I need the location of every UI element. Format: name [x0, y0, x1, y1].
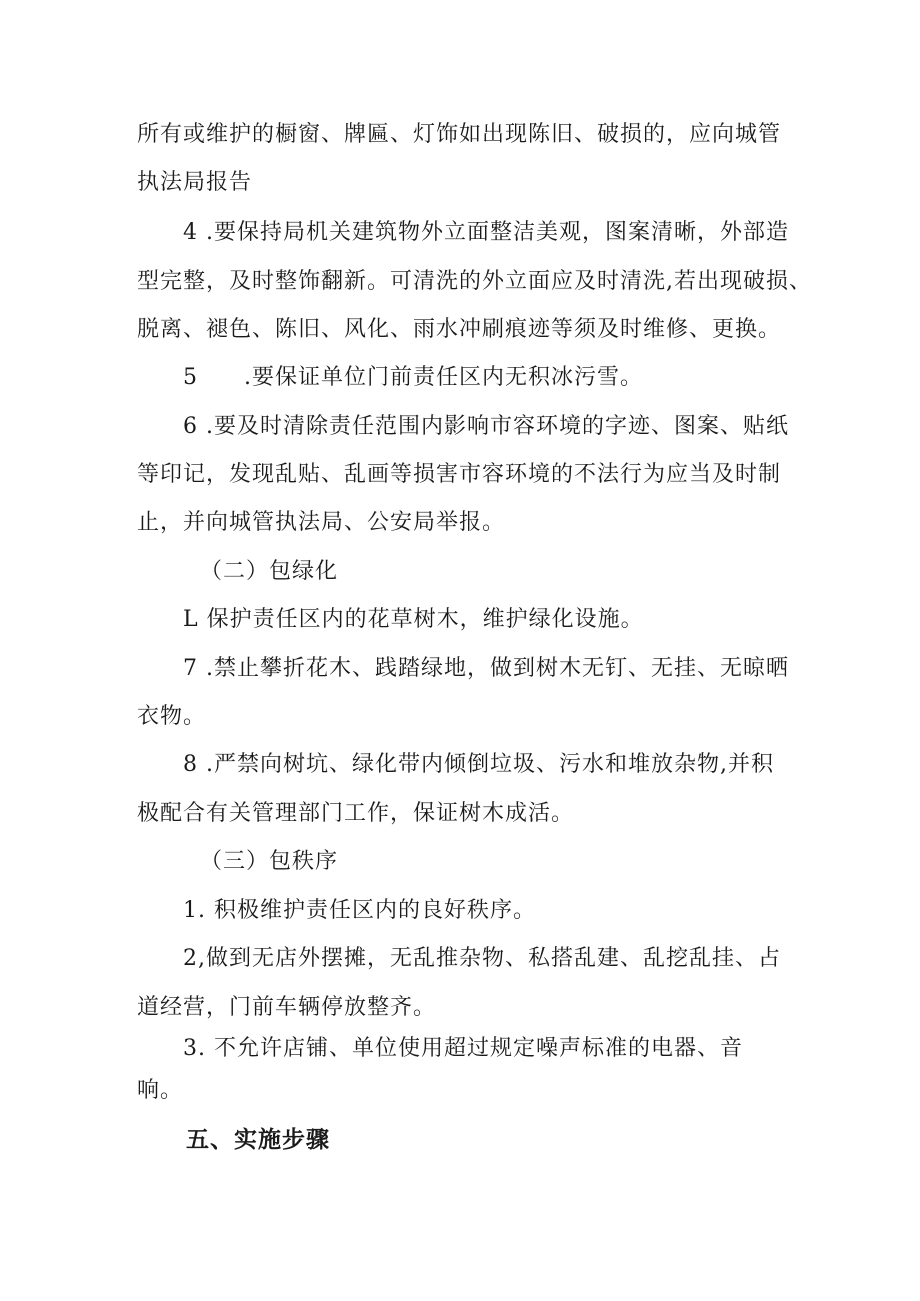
subsection-title: （三）包秩序: [200, 849, 339, 874]
paragraph-line: 2,做到无店外摆摊，无乱推杂物、私搭乱建、乱挖乱挂、占: [183, 946, 781, 971]
paragraph-line: 执法局报告: [137, 170, 253, 195]
paragraph-line: 7 .禁止攀折花木、践踏绿地，做到树木无钉、无挂、无晾晒: [183, 656, 789, 681]
paragraph-line: 衣物。: [137, 704, 207, 729]
paragraph-line: 6 .要及时清除责任范围内影响市容环境的字迹、图案、贴纸: [183, 414, 789, 439]
section-heading: 五、实施步骤: [186, 1127, 330, 1153]
paragraph-line: 止，并向城管执法局、公安局举报。: [137, 510, 506, 535]
paragraph-line: 响。: [137, 1078, 184, 1103]
paragraph-line: 道经营，门前车辆停放整齐。: [137, 995, 437, 1020]
subsection-title: （二）包绿化: [200, 559, 339, 584]
paragraph-line: 3. 不允许店铺、单位使用超过规定噪声标准的电器、音: [183, 1036, 743, 1061]
paragraph-line: 型完整，及时整饰翻新。可清洗的外立面应及时清洗,若出现破损、: [137, 269, 812, 294]
paragraph-line: 等印记，发现乱贴、乱画等损害市容环境的不法行为应当及时制: [137, 462, 782, 487]
paragraph-line: 脱离、褪色、陈旧、风化、雨水冲刷痕迹等须及时维修、更换。: [137, 317, 782, 342]
paragraph-line: 所有或维护的橱窗、牌匾、灯饰如出现陈旧、破损的，应向城管: [137, 122, 782, 147]
paragraph-line: 极配合有关管理部门工作，保证树木成活。: [137, 801, 575, 826]
paragraph-line: 5 .要保证单位门前责任区内无积冰污雪。: [183, 365, 643, 390]
paragraph-line: 1. 积极维护责任区内的良好秩序。: [183, 898, 536, 923]
paragraph-line: 8 .严禁向树坑、绿化带内倾倒垃圾、污水和堆放杂物,并积: [183, 752, 774, 777]
paragraph-line: L 保护责任区内的花草树木，维护绿化设施。: [183, 607, 644, 632]
paragraph-line: 4 .要保持局机关建筑物外立面整洁美观，图案清晰，外部造: [183, 220, 789, 245]
